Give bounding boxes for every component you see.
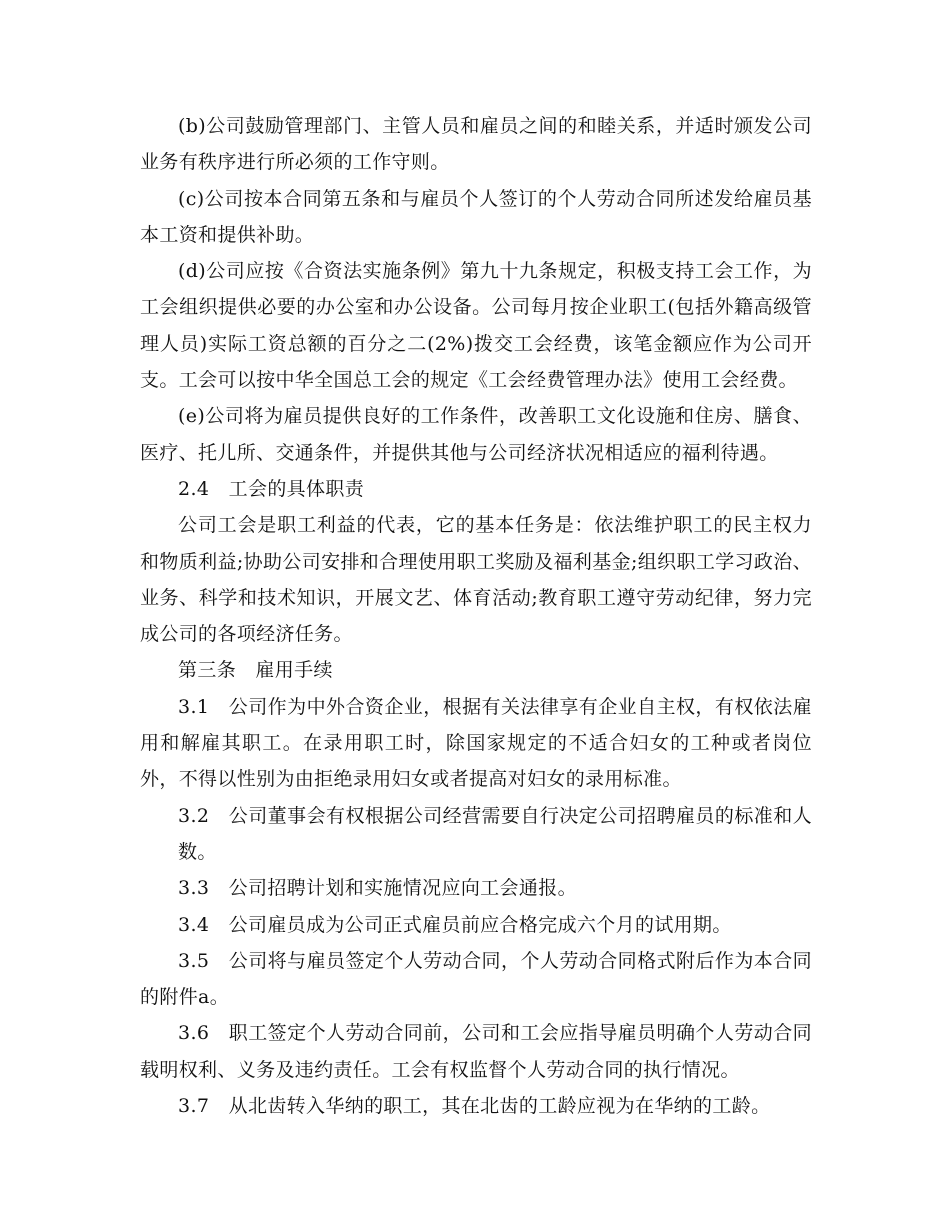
clause-3-2-paragraph: 3.2 公司董事会有权根据公司经营需要自行决定公司招聘雇员的标准和人数。	[178, 804, 812, 863]
clause-e-paragraph: (e)公司将为雇员提供良好的工作条件，改善职工文化设施和住房、膳食、医疗、托儿所、交通条件，并提供其他与公司经济状况相适应的福利待遇。	[140, 405, 812, 464]
clause-3-6-paragraph: 3.6 职工签定个人劳动合同前，公司和工会应指导雇员明确个人劳动合同载明权利、义务及违约责任。工会有权监督个人劳动合同的执行情况。	[140, 1022, 812, 1081]
article-3-heading: 第三条 雇用手续	[178, 659, 333, 682]
clause-3-3-paragraph: 3.3 公司招聘计划和实施情况应向工会通报。	[178, 877, 577, 900]
clause-3-7-paragraph: 3.7 从北齿转入华纳的职工，其在北齿的工龄应视为在华纳的工龄。	[178, 1095, 771, 1118]
clause-3-5-paragraph: 3.5 公司将与雇员签定个人劳动合同，个人劳动合同格式附后作为本合同的附件a。	[140, 949, 812, 1009]
clause-3-1-paragraph: 3.1 公司作为中外合资企业，根据有关法律享有企业自主权，有权依法雇用和解雇其职工。在录用职工时，除国家规定的不适合妇女的工种或者岗位外，不得以性别为由拒绝录用妇女或者提高对妇女的录用标准。	[140, 695, 812, 791]
clause-d-paragraph: (d)公司应按《合资法实施条例》第九十九条规定，积极支持工会工作，为工会组织提供必要的办公室和办公设备。公司每月按企业职工(包括外籍高级管理人员)实际工资总额的百分之二(2%)拨交工会经费，该笔金额应作为公司开支。工会可以按中华全国总工会的规定《工会经费管理办法》使用工会经费。	[140, 260, 812, 392]
clause-c-paragraph: (c)公司按本合同第五条和与雇员个人签订的个人劳动合同所述发给雇员基本工资和提供补助。	[140, 187, 812, 246]
section-2-4-heading: 2.4 工会的具体职责	[178, 477, 365, 500]
document-body	[140, 108, 812, 1124]
clause-3-4-paragraph: 3.4 公司雇员成为公司正式雇员前应合格完成六个月的试用期。	[178, 913, 732, 936]
section-2-4-paragraph: 公司工会是职工利益的代表，它的基本任务是：依法维护职工的民主权力和物质利益;协助公司安排和合理使用职工奖励及福利基金;组织职工学习政治、业务、科学和技术知识，开展文艺、体育活动;教育职工遵守劳动纪律，努力完成公司的各项经济任务。	[140, 514, 812, 646]
clause-b-paragraph: (b)公司鼓励管理部门、主管人员和雇员之间的和睦关系，并适时颁发公司业务有秩序进行所必须的工作守则。	[140, 115, 812, 174]
